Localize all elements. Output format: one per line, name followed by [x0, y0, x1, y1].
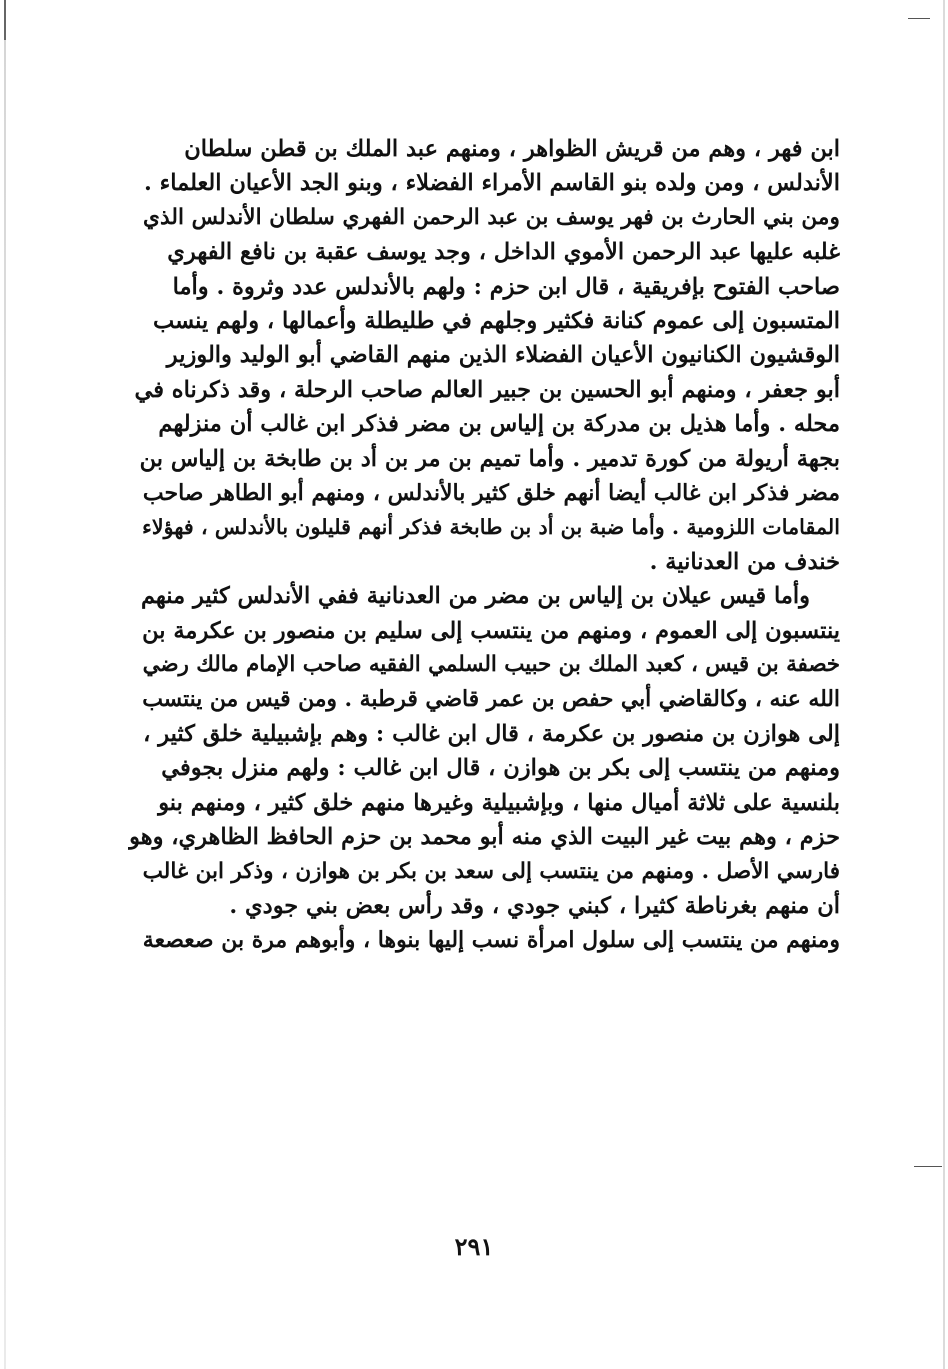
text-line: المتسبون إلى عموم كنانة فكثير وجلهم في طليطلة وأعمالها ، ولهم ينسب: [152, 308, 840, 335]
text-line: بجهة أريولة من كورة تدمير . وأما تميم بن مر بن أد بن طابخة بن إلياس بن: [139, 445, 840, 472]
text-line: صاحب الفتوح بإفريقية ، قال ابن حزم : ولهم بالأندلس عدد وثروة . وأما: [172, 273, 840, 300]
text-line: إلى هوازن بن منصور بن عكرمة ، قال ابن غالب : وهم بإشبيلية خلق كثير ،: [143, 720, 840, 747]
scan-mark-mid-right: [914, 1166, 942, 1167]
paragraph-2: [128, 579, 840, 957]
text-line: ابن فهر ، وهم من قريش الظواهر ، ومنهم عبد الملك بن قطن سلطان: [184, 136, 840, 162]
text-line: ومن بني الحارث بن فهر يوسف بن عبد الرحمن الفهري سلطان الأندلس الذي: [143, 204, 840, 230]
text-line: بلنسية على ثلاثة أميال منها ، وبإشبيلية وغيرها منهم خلق كثير ، ومنهم بنو: [158, 789, 840, 816]
text-line: ينتسبون إلى العموم ، ومنهم من ينتسب إلى سليم بن منصور بن عكرمة بن: [142, 617, 840, 644]
page-edge-right: [943, 0, 945, 1369]
paragraph-1: [128, 132, 840, 579]
text-line: حزم ، وهم بيت غير البيت الذي منه أبو محمد بن حزم الحافظ الظاهري، وهو: [129, 824, 840, 851]
text-line: خندف من العدنانية .: [649, 548, 840, 575]
text-line: وأما قيس عيلان بن إلياس بن مضر من العدنانية ففي الأندلس كثير منهم: [140, 583, 810, 610]
page-number: ٢٩١: [454, 1232, 494, 1261]
text-line: ومنهم من ينتسب إلى بكر بن هوازن ، قال ابن غالب : ولهم منزل بجوفي: [161, 755, 840, 782]
text-line: أن منهم بغرناطة كثيرا ، كبني جودي ، وقد رأس بعض بني جودي .: [229, 892, 840, 919]
text-line: خصفة بن قيس ، كعبد الملك بن حبيب السلمي الفقيه صاحب الإمام مالك رضي: [142, 652, 840, 678]
text-line: فارسي الأصل . ومنهم من ينتسب إلى سعد بن بكر بن هوازن ، وذكر ابن غالب: [142, 858, 840, 884]
text-line: مضر فذكر ابن غالب أيضا أنهم خلق كثير بالأندلس ، ومنهم أبو الطاهر صاحب: [142, 480, 840, 507]
body-text: [128, 132, 840, 958]
text-line: الوقشيون الكنانيون الأعيان الفضلاء الذين منهم القاضي أبو الوليد والوزير: [166, 342, 840, 369]
text-line: أبو جعفر ، ومنهم أبو الحسين بن جبير العالم صاحب الرحلة ، وقد ذكرناه في: [134, 376, 840, 403]
text-line: غلبه عليها عبد الرحمن الأموي الداخل ، وجد يوسف عقبة بن نافع الفهري: [167, 239, 840, 266]
text-line: محله . وأما هذيل بن مدركة بن إلياس بن مضر فذكر ابن غالب أن منزلهم: [158, 411, 840, 438]
text-line: الأندلس ، ومن ولده بنو القاسم الأمراء الفضلاء ، وبنو الجد الأعيان العلماء .: [144, 170, 840, 197]
page-edge-left: [4, 0, 6, 1369]
text-line: الله عنه ، وكالقاضي أبي حفص بن عمر قاضي قرطبة . ومن قيس من ينتسب: [142, 686, 840, 712]
scan-mark-top-right: [908, 18, 930, 19]
text-line: المقامات اللزومية . وأما ضبة بن أد بن طابخة فذكر أنهم قليلون بالأندلس ، فهؤلاء: [142, 515, 840, 540]
text-line: ومنهم من ينتسب إلى سلول امرأة نسب إليها بنوها ، وأبوهم مرة بن صعصعة: [142, 927, 840, 954]
